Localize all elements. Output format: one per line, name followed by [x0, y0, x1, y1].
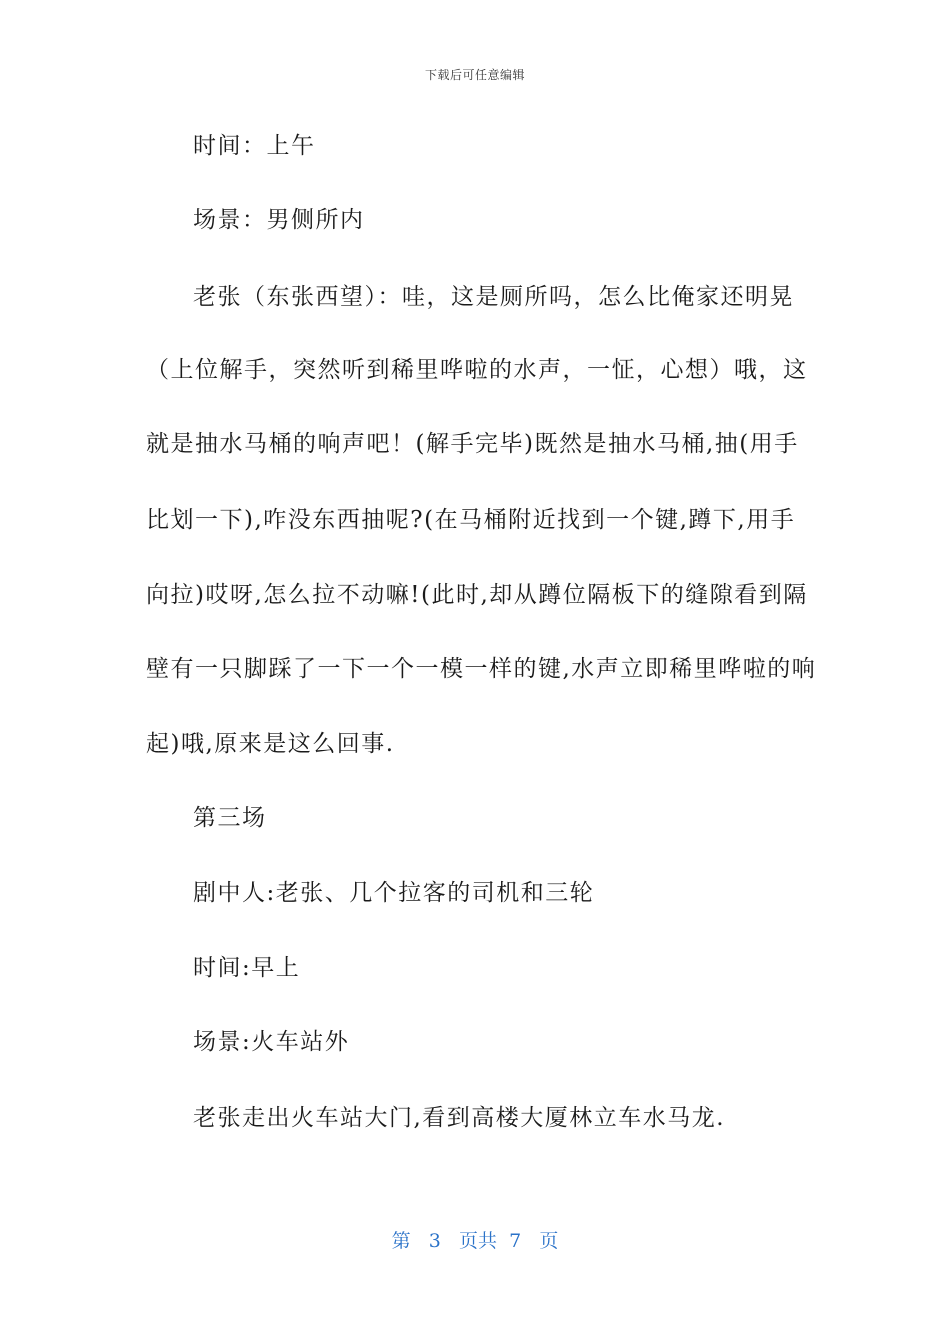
page-header-note: 下载后可任意编辑: [424, 68, 525, 82]
footer-current-page: 3: [428, 1230, 441, 1252]
text-line: 就是抽水马桶的响声吧！(解手完毕)既然是抽水马桶,抽(用手: [146, 431, 799, 457]
text-line: 向拉)哎呀,怎么拉不动嘛!(此时,却从蹲位隔板下的缝隙看到隔: [146, 582, 808, 608]
text-line: 壁有一只脚踩了一下一个一模一样的键,水声立即稀里哗啦的响: [146, 656, 817, 682]
text-line: （上位解手，突然听到稀里哗啦的水声，一怔，心想）哦，这: [146, 357, 808, 383]
text-line: 剧中人:老张、几个拉客的司机和三轮: [193, 880, 595, 906]
footer-total-pages: 7: [509, 1230, 522, 1252]
text-line: 比划一下),咋没东西抽呢?(在马桶附近找到一个键,蹲下,用手: [146, 507, 796, 533]
text-line: 场景：男侧所内: [193, 207, 365, 233]
footer-middle: 页共: [459, 1230, 498, 1252]
text-line: 时间：上午: [193, 133, 316, 159]
text-line: 起)哦,原来是这么回事.: [146, 731, 395, 757]
text-line: 老张（东张西望）：哇，这是厕所吗，怎么比俺家还明晃: [193, 284, 794, 310]
footer-suffix: 页: [539, 1230, 559, 1252]
page-number-footer: [0, 1226, 950, 1253]
section-heading: 第三场: [193, 805, 267, 831]
footer-prefix: 第: [391, 1230, 411, 1252]
text-line: 场景:火车站外: [193, 1029, 350, 1055]
text-line: 时间:早上: [193, 955, 301, 981]
text-line: 老张走出火车站大门,看到高楼大厦林立车水马龙.: [193, 1105, 726, 1131]
